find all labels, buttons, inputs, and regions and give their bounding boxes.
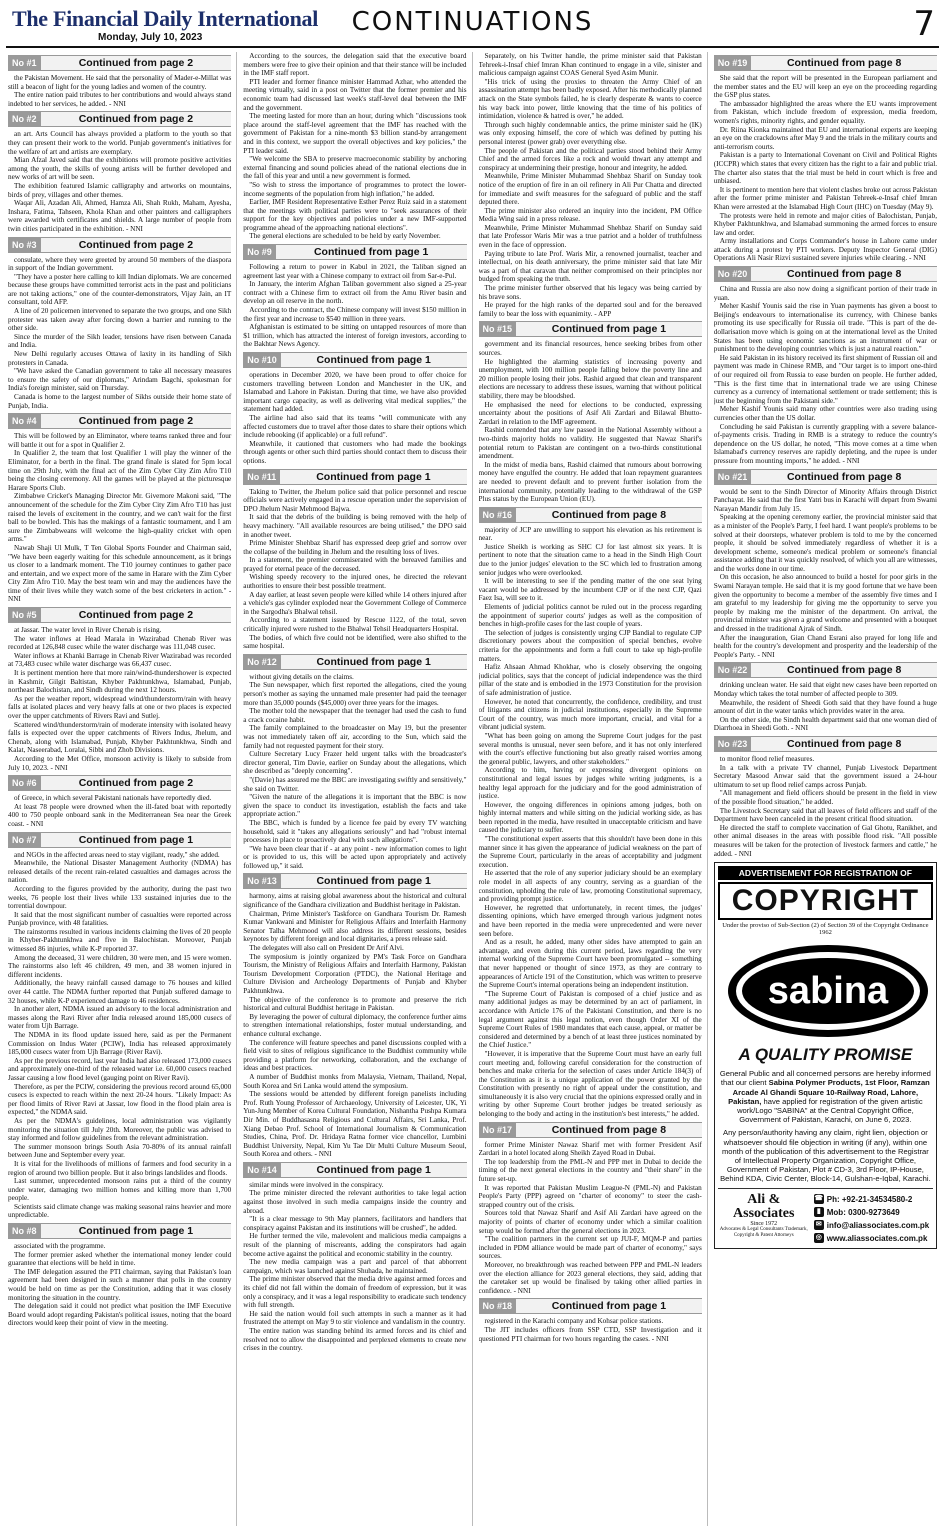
- article-paragraph: Canada is home to the largest number of Sikhs outside their home state of Punjab, India.: [8, 393, 232, 410]
- section-title: Continued from page 8: [786, 470, 902, 483]
- section-title: Continued from page 8: [551, 508, 667, 521]
- article-paragraph: In January, the interim Afghan Taliban government also signed a 25-year contract with a Chinese firm to extract oil from the Amu River basin and develop an oil reserve in the north.: [243, 280, 467, 306]
- mobile-icon: ▮: [814, 1207, 824, 1217]
- section-header: [243, 654, 466, 670]
- article-paragraph: Sources told that Nawaz Sharif and Asif Ali Zardari have agreed on the majority of points of charter of economy under which a similar coalition setup would be formed after the general elections in 2023.: [478, 1209, 702, 1235]
- section-header: [714, 469, 937, 485]
- ad-heading: COPYRIGHT: [718, 882, 933, 920]
- paper-name: The Financial Daily International: [12, 6, 319, 31]
- article-paragraph: The sessions would be attended by different foreign panelists including Prof. Ruth Young Professor of Archaeology, University of Leicester, UK, Yi Yun-Jung Member of Korea Cultural Foundation, Nishantha Pushpa Kumara Dir Min. of Buddhasasna Religious and Cultural Affairs, Sri Lanka, Prof. Xiang Debao Prof. School of International Journalism & Communication Studies, China, Prof. Dr. Hridaya Ratna former vice chancellor, Lumbini Buddhist University, Nepal, Kim Yu Tae Dir Multi Culture Museum Seoul, South Korea and others. - NNI: [243, 1090, 467, 1159]
- article-paragraph: The conference will feature speeches and panel discussions coupled with a field visit to sites of religious significance to the Buddhist community while providing a platform for networking, collaboration, and the exchange of ideas and best practices.: [243, 1038, 467, 1073]
- copyright-advertisement: [714, 862, 937, 1248]
- section-number: No #9: [243, 245, 276, 259]
- section-number: No #22: [714, 663, 752, 677]
- article-paragraph: According to him, having or expressing divergent opinions on constitutional and legal issues by judges while writing judgments, is a healthy legal approach for the judiciary and for the good administration of justice.: [478, 766, 702, 801]
- section-title: Continued from page 1: [316, 1163, 431, 1176]
- firm-since: Since 1972: [750, 1220, 778, 1227]
- section-header: [243, 352, 466, 368]
- article-paragraph: Mian Afzal Javed said that the exhibitions will promote positive activities among the youth, the skills of young artists will be further developed and new works of art will be seen.: [8, 156, 232, 182]
- article-paragraph: consulate, where they were greeted by around 50 members of the diaspora in support of the Indian government.: [8, 255, 232, 273]
- section-title: Continued from page 2: [78, 415, 194, 428]
- ad-top-line: ADVERTISEMENT FOR REGISTRATION OF: [718, 866, 933, 880]
- article-paragraph: Justice Sheikh is working as SHC CJ for last almost six years. It is pertinent to note that the situation came to a head in the Sindh High Court due to the junior judges' elevation to the SC which led to frustration among senior judges who were overlooked.: [478, 542, 702, 577]
- article-paragraph: Meanwhile, Prime Minister Muhammad Shehbaz Sharif on Sunday said that late Professor Waris Mir was a true patriot and a holder of truthfulness even in the face of oppression.: [478, 223, 702, 250]
- article-paragraph: "The Supreme Court of Pakistan is composed of a chief justice and as many additional judges as may be determined by an act of parliament, in accordance with Article 176 of the Pakistani Constitution, and there is no legal argument against this legal notion, even though Order XI of the Supreme Court Rules of 1980 mandates that each cause, appeal, or matter be considered and determined by a bench of at least three justices nominated by the Chief Justice.": [478, 989, 702, 1050]
- article-paragraph: As per the NDMA's guidelines, local administration was vigilantly monitoring the situation till July 20th. Moreover, the public was advised to stay informed and follow guidelines from the relevant administration.: [8, 1116, 232, 1143]
- section-number: No #4: [8, 414, 41, 428]
- article-paragraph: "So wish to stress the importance of programmes to protect the lower-income segments of the population from high inflation," he added.: [243, 180, 467, 198]
- article-paragraph: The mother told the newspaper that the teenager had used the cash to fund a crack cocaine habit.: [243, 707, 467, 724]
- article-paragraph: The new media campaign was a part and parcel of that abhorrent campaign, which was launched against Shuhada, he maintained.: [243, 1258, 467, 1275]
- article-paragraph: "It is a clear message to 9th May planners, facilitators and handlers that conspiracy against Pakistan and its institutions will be crushed", he added.: [243, 1215, 467, 1232]
- section-number: No #11: [243, 470, 280, 484]
- article-section: [8, 111, 231, 233]
- section-header: [243, 873, 466, 889]
- section-number: No #2: [8, 112, 41, 126]
- article-paragraph: registered in the Karachi company and Kohsar police stations.: [484, 1317, 664, 1326]
- column-2: [243, 52, 472, 1526]
- article-paragraph: However, he regretted that unfortunately, in recent times, the judges' dissenting opinions, which have emerged through various judgment notes and have been reported in the media were unprecedented and were never seen before.: [478, 903, 702, 938]
- article-paragraph: The JIT includes officers from SSP CTD, SSP Investigation and it questioned PTI chairman for two hours regarding the cases. - NNI: [478, 1325, 702, 1343]
- article-paragraph: government and its financial resources, hence seeking bribes from other sources.: [478, 340, 702, 357]
- section-header: [714, 736, 937, 752]
- section-title: Continued from page 8: [786, 737, 902, 750]
- article-paragraph: "All management and field officers should be present in the field in view of the possible flood situation," he added.: [713, 789, 937, 806]
- section-title: Continued from page 1: [316, 354, 431, 366]
- section-title: CONTINUATIONS: [351, 7, 594, 37]
- firm-contacts: [814, 1193, 933, 1245]
- section-header: [8, 775, 231, 791]
- article-paragraph: Army installations and Corps Commander's house in Lahore came under attack during a protest by PTI workers. Deputy Inspector General (DIG) Operations Ali Nasir Rizvi sustained severe injuries while clearing. - NNI: [713, 237, 937, 263]
- article-paragraph: In a statement, the premier commiserated with the bereaved families and prayed for eternal peace of the deceased.: [243, 556, 467, 573]
- article-paragraph: Following a return to power in Kabul in 2021, the Taliban signed an agreement last year with a Chinese company to extract oil from Sar-e-Pul.: [243, 263, 467, 280]
- article-paragraph: The water inflows at Head Marala in Wazirabad Chenab River was recorded at 126,848 cusec while the water discharge was 111,048 cusec.: [8, 634, 232, 652]
- contact-phone: ☎ Ph: +92-21-34534580-2: [814, 1194, 913, 1204]
- column-3: [479, 52, 708, 1526]
- article-paragraph: Chairman, Prime Minister's Taskforce on Gandhara Tourism Dr. Ramesh Kumar Vankwani and Minister for Religious Affairs and Interfaith Harmony Senator Talha Mehmood will also address its different sessions, besides keynotes by different foreign and local dignitaries, a press release said.: [243, 909, 467, 944]
- article-paragraph: The rainstorms resulted in various incidents claiming the lives of 20 people in Khyber-Pakhtunkhwa and five in Balochistan. Moreover, Punjab witnessed 86 injuries, while K-P reported 37.: [8, 927, 232, 954]
- article-paragraph: A number of Buddhist monks from Malaysia, Vietnam, Thailand, Nepal, South Korea and Sri Lanka would attend the symposium.: [243, 1072, 467, 1090]
- article-paragraph: "Given the nature of the allegations it is important that the BBC is now given the space to conduct its investigation, establish the facts and take appropriate action.": [243, 793, 467, 819]
- article-paragraph: However, he noted that concurrently, the confidence, credibility, and trust of litigants and citizens in judicial institutions, especially in the Supreme Court of the country, was much more important, crucial, and vital for a vibrant judicial system.: [478, 697, 702, 732]
- section-header: [479, 1298, 702, 1314]
- article-paragraph: The objective of the conference is to promote and preserve the rich historical and cultural Buddhist heritage in Pakistan.: [243, 995, 467, 1013]
- article-paragraph: majority of JCP are unwilling to support his elevation as his retirement is near.: [478, 525, 702, 543]
- ad-notice-1: General Public and all concerned persons are hereby informed that our client Sabina Polymer Products, 1st Floor, Ramzan Arcade Al Ghandi Square 10-Railway Road, Lahore, Pakistan, have applied for registration of the given artistic work/Logo "SABINA" at the Central Copyright Office, Government of Pakistan, Karachi, on June 6, 2023.: [719, 1069, 931, 1125]
- section-header: [8, 413, 231, 429]
- contact-email[interactable]: ✉ info@aliassociates.com.pk: [814, 1219, 933, 1232]
- article-paragraph: In another alert, NDMA issued an advisory to the local administration and masses along the Ravi River after India released around 185,000 cusecs of water from Ujh Barrage.: [8, 1005, 232, 1031]
- article-section: [8, 1223, 231, 1328]
- section-header: [479, 1122, 702, 1138]
- article-paragraph: In Qualifier 2, the team that lost Qualifier 1 will play the winner of the Eliminator, for a berth in the final. The grand finale is slated for 5pm local time on 29th July, with the final act of the Zim Cyber City Zim Afro T10 being the closing ceremony. All the games will be played at the picturesque Harare Sports Club.: [8, 449, 232, 492]
- article-paragraph: Afghanistan is estimated to be sitting on untapped resources of more than $1 trillion, which has attracted the interest of foreign investors, according to the Bakhtar News Agency.: [243, 323, 467, 349]
- article-paragraph: As per the previous record, last year India had also released 173,000 cusecs and approximately one-third of the released water i.e. 60,000 cusecs reached Jassar causing a low flood level (gauging point on River Ravi).: [8, 1056, 232, 1082]
- article-paragraph: the Pakistan Movement. He said that the personality of Mader-e-Millat was still a beacon of light for the young ladies and women of the country.: [8, 74, 232, 91]
- article-paragraph: of Greece, in which several Pakistani nationals have reportedly died.: [14, 794, 212, 803]
- article-paragraph: The prime minister observed that the media drive against armed forces and its chief did not fall within the domain of freedom of expression, but it was only a conspiracy, and it was a legal responsibility to eradicate such tendency with full strength.: [243, 1275, 467, 1310]
- article-paragraph: In a talk with a private TV channel, Punjab Livestock Department Secretary Masood Anwar said that the government issued a 24-hour ultimatum to set up flood relief camps across Punjab.: [713, 763, 937, 789]
- article-paragraph: "The coalition partners in the current set up JUI-F, MQM-P and parties included in PDM alliance would be made part of charter of economy," says sources.: [478, 1235, 702, 1261]
- masthead: [6, 4, 939, 48]
- article-paragraph: The ambassador highlighted the areas where the EU wants improvement from Pakistan, which include freedom of expression, media freedom, women's rights, minority rights, and gender equality.: [713, 99, 937, 125]
- article-paragraph: The bodies, of which five could not be identified, were also shifted to the same hospital.: [243, 633, 467, 651]
- article-paragraph: It is pertinent to mention here that violent clashes broke out across Pakistan after the former prime minister and Pakistan Tehreek-e-Insaf chief Imran Khan were arrested at the Islamabad High Court (IHC) on Tuesday (May 9).: [713, 185, 937, 211]
- article-paragraph: Pakistan is a party to International Covenant on Civil and Political Rights (ICCPR) which states that every citizen has the right to a fair and public trial. The charter also states that the trial must be held in court which is free and unbiased.: [713, 151, 937, 186]
- contact-website[interactable]: ◎ www.aliassociates.com.pk: [815, 1233, 928, 1243]
- section-title: Continued from page 2: [78, 238, 194, 251]
- section-title: Continued from page 1: [551, 323, 667, 336]
- section-title: Continued from page 8: [786, 664, 902, 677]
- article-section: [8, 832, 231, 1221]
- article-section: [243, 1162, 466, 1353]
- article-paragraph: PTI leader and former finance minister Hammad Azhar, who attended the meeting virtually, said in a post on Twitter that the former premier and his economic team had discussed last week's staff-level deal between the IMF and the government.: [243, 77, 467, 112]
- article-paragraph: Wishing speedy recovery to the injured ones, he directed the relevant authorities to ensure their best possible treatment.: [243, 573, 467, 591]
- section-number: No #12: [243, 655, 281, 669]
- section-number: No #7: [8, 833, 41, 847]
- article-paragraph: The family complained to the broadcaster on May 19, but the presenter was not immediately taken off air, according to the Sun, which said the family had not requested payment for their story.: [243, 724, 467, 750]
- article-paragraph: Since the murder of the Sikh leader, tensions have risen between Canada and India.: [8, 332, 232, 350]
- phone-icon: ☎: [814, 1195, 824, 1203]
- section-header: [714, 266, 937, 282]
- article-paragraph: to monitor flood relief measures.: [719, 754, 815, 763]
- article-paragraph: The entire nation paid tributes to her contributions and would always stand indebted to her services, he added. - NNI: [8, 91, 232, 108]
- article-paragraph: He asserted that the role of any superior judiciary should be an exemplary role model in all aspects of any country, serving as a guardian of the constitution, upholding the rule of law, promoting Constitutional supremacy, and providing prompt justice.: [478, 869, 702, 904]
- article-paragraph: Meanwhile, it cautioned that customers who had made the bookings through agents or other such third parties should contact them to discuss their options.: [243, 439, 467, 465]
- article-paragraph: "We welcome the SBA to preserve macroeconomic stability by anchoring external financing and sound policies ahead of the national elections due in the fall of this year and until a new government is formed.: [243, 155, 467, 181]
- section-header: [479, 321, 702, 337]
- article-paragraph: He said the nation would foil such attempts in such a manner as it had frustrated the attempt on May 9 to stir violence and vandalism in the country.: [243, 1309, 467, 1327]
- article-paragraph: The delegates will also call on President Dr Arif Alvi.: [249, 944, 404, 953]
- section-header: [8, 237, 231, 253]
- article-paragraph: According to the Met Office, monsoon activity is likely to subside from July 10, 2023. - NNI: [8, 754, 232, 772]
- article-paragraph: Meanwhile, the National Disaster Management Authority (NDMA) has released details of the recent rain-related casualties and damages across the nation.: [8, 859, 232, 885]
- section-header: [714, 55, 937, 71]
- section-header: [243, 469, 466, 485]
- section-header: [8, 1223, 231, 1239]
- article-paragraph: A day earlier, at least seven people were killed while 14 others injured after a vehicle's gas cylinder exploded near the Government College of Commerce in the Sargodha's Bhalwal tehsil.: [243, 590, 467, 616]
- article-paragraph: The protests were held in remote and major cities of Balochistan, Punjab, Khyber Pakhtunkhwa, and Islamabad summoning the armed forces to ensure law and order.: [713, 211, 937, 237]
- section-number: No #14: [243, 1163, 281, 1177]
- article-paragraph: Prime Minister Shehbaz Sharif has expressed deep grief and sorrow over the collapse of the building in Jhelum and the resulting loss of lives.: [243, 539, 467, 556]
- ad-promise: A QUALITY PROMISE: [738, 1045, 913, 1065]
- article-paragraph: It said that the most significant number of casualties were reported across Punjab province, with 48 fatalities.: [8, 910, 232, 928]
- section-header: [8, 832, 231, 848]
- article-paragraph: Among the deceased, 31 were children, 30 were men, and 15 were women. The rainstorms also left 46 children, 49 men, and 38 women injured in different incidents.: [8, 953, 232, 979]
- article-paragraph: The airline had also said that its teams "will communicate with any affected customers due to travel after those dates to share their options which include rebooking (if applicable) or a full refund".: [243, 413, 467, 440]
- section-number: No #5: [8, 608, 41, 622]
- article-paragraph: "We have been clear that if - at any point - new information comes to light or is provided to us, this will be acted upon appropriately and actively followed up," it said.: [243, 844, 467, 870]
- section-number: No #1: [8, 56, 41, 70]
- article-paragraph: associated with the programme.: [14, 1242, 106, 1251]
- article-paragraph: Scattered wind/thunderstorm/rain of moderate intensity with isolated heavy falls is expected over the upper catchments of Rivers Indus, Jhelum, and Chenab, along with Islamabad, Punjab, Khyber Pakhtunkhwa, Sindh and Kalat, Naseerabad, Loralai, Sibbi and Zhob Divisions.: [8, 720, 232, 755]
- article-paragraph: Hafiz Ahsaan Ahmad Khokhar, who is closely observing the ongoing judicial politics, says that the concept of judicial independence was the third pillar of the state and is embodied in the 1973 Constitution for the provision of safe administration of justice.: [478, 663, 702, 697]
- section-title: Continued from page 8: [786, 268, 902, 281]
- article-paragraph: China and Russia are also now doing a significant portion of their trade in yuan.: [713, 285, 937, 302]
- article-paragraph: Scientists said climate change was making seasonal rains heavier and more unpredictable.: [8, 1202, 232, 1220]
- article-paragraph: Elements of judicial politics cannot be ruled out in the process regarding the appointment of superior courts' judges as well as the composition of benches in high-profile cases for the last couple of years.: [478, 603, 702, 629]
- article-section: [479, 52, 702, 318]
- section-title: Continued from page 2: [78, 57, 194, 69]
- article-paragraph: It will be interesting to see if the pending matter of the one seat lying vacant would be addressed by the incumbent CJP or if the next CJP, Qazi Faez Isa, will see to it.: [478, 577, 702, 603]
- article-paragraph: At least 78 people were drowned when the ill-fated boat with reportedly 400 to 750 people onboard sank in the Mediterranean Sea near the Greek coast. - NNI: [8, 802, 232, 828]
- article-paragraph: former Prime Minister Nawaz Sharif met with former President Asif Zardari in a hotel located along Sheikh Zayed Road in Dubai.: [478, 1140, 702, 1158]
- article-paragraph: He prayed for the high ranks of the departed soul and for the bereaved family to bear the loss with equanimity. - APP: [478, 301, 702, 318]
- article-paragraph: would be sent to the Sindh Director of Minority Affairs through District Panchayat. He said that the first Yatri bus in Karachi will depart from Swami Narayan Mandir from July 15.: [713, 487, 937, 513]
- section-header: [479, 507, 702, 523]
- article-paragraph: Meanwhile, the resident of Sheedi Goth said that they have found a huge amount of dirt in the water tanks which provides water in the area.: [713, 698, 937, 716]
- article-paragraph: In the midst of media bans, Rashid claimed that rumours about borrowing money have engulfed the country. He added that loan repayment guarantees are needed to prevent default and to prevent further isolation from the international community, potentially leading to the withdrawal of the GSP Plus status by the European Union (EU).: [478, 460, 702, 504]
- ad-under-line: Under the proviso of Sub-Section (2) of Section 39 of the Copyright Ordinance 1962: [722, 922, 929, 937]
- article-paragraph: Moreover, no breakthrough was reached between PPP and PML-N leaders over the election alliance for 2023 general elections, they said, adding that the caretaker set up would be finalised by taking other allied parties in confidence. - NNI: [478, 1260, 702, 1295]
- article-paragraph: On this occasion, he also announced to build a hostel for poor girls in the Swami Narayan temple. He said that it is my good fortune that we have been given the opportunity to become a member of the assembly five times and I am grateful to my leadership for giving me the opportunity to serve you people by making me the minister of the department. On arrival, the provincial minister was given a grand welcome and presented with a bouquet and dressed in the traditional Ajrak of Sindh.: [713, 573, 937, 634]
- article-paragraph: The delegation said it could not predict what position the IMF Executive Board would adopt regarding Pakistan's political issues, noting that the board directors would keep their point of view in the meeting.: [8, 1302, 232, 1328]
- article-paragraph: The exhibition featured Islamic calligraphy and artworks on mountains, birds of prey, villages and other themes.: [8, 181, 232, 199]
- article-paragraph: On the other side, the Sindh health department said that one woman died of Diarrhoea in Sheedi Goth. - NNI: [713, 715, 937, 733]
- section-header: [8, 111, 231, 127]
- issue-date: Monday, July 10, 2023: [98, 32, 203, 43]
- article-columns: [8, 52, 937, 1526]
- article-paragraph: The NDMA in its flood update issued here, said as per the Permanent Commission on Indus Water (PCIW), India has released approximately 185,000 cusecs water from Ujh Barrage (River Ravi).: [8, 1031, 232, 1057]
- article-paragraph: Separately, on his Twitter handle, the prime minister said that Pakistan Tehreek-i-Insaf chief Imran Khan continued to engage in a vile, sinister and malicious campaign against COAS General Syed Asim Munir.: [478, 52, 702, 78]
- firm-name: Ali & Associates: [733, 1191, 795, 1221]
- article-section: [714, 469, 937, 660]
- column-4-articles: [714, 55, 937, 858]
- section-title: Continued from page 2: [78, 777, 194, 790]
- article-paragraph: Additionally, the heavy rainfall caused damage to 76 houses and killed over 44 cattle. The NDMA further reported that Punjab suffered damage to 32 houses, while K-P experienced damage to 46 residences.: [8, 979, 232, 1005]
- article-paragraph: It is vital for the livelihoods of millions of farmers and food security in a region of around two billion people. But it also brings landslides and floods.: [8, 1159, 232, 1177]
- section-number: No #3: [8, 238, 41, 252]
- article-paragraph: He emphasised the need for elections to be conducted, expressing uncertainty about the positions of Asif Ali Zardari and Bilawal Bhutto-Zardari in relation to the IMF agreement.: [478, 400, 702, 426]
- article-paragraph: harmony, aims at raising global awareness about the historical and cultural significance of the Gandhara civilization and Buddhist heritage in Pakistan.: [243, 892, 467, 910]
- article-paragraph: The general elections are scheduled to be held by early November.: [249, 232, 441, 241]
- article-paragraph: drinking unclean water. He said that eight new cases have been reported on Monday which takes the total number of affected people to 309.: [713, 681, 937, 698]
- article-paragraph: By leveraging the power of cultural diplomacy, the conference further aims to strengthen international relationships, foster mutual understanding, and enhance cultural exchange.: [243, 1012, 467, 1038]
- article-section: [8, 775, 231, 828]
- ad-notice-2: Any person/authority having any claim, right lien, objection or whatsoever should file objection in writing (if any), within one month of the publication of this advertisement to the Registrar of Intellectual Property Organization, Copyright Office, Government of Pakistan, Plot # CD-3, 3rd Floor, IP-House, Behind KDA, Civic Center, Block-14, Gulshan-e-Iqbal, Karachi.: [720, 1128, 931, 1184]
- article-paragraph: The former premier asked whether the international money lender could guarantee that elections will be held in time.: [8, 1250, 232, 1268]
- article-paragraph: The IMF delegation assured the PTI chairman, saying that Pakistan's loan agreement had been designed in such a manner that polls in the country would be held on time as per the Constitution, adding that it was closely monitoring the situation in the country.: [8, 1267, 232, 1302]
- article-paragraph: It is pertinent mention here that more rain/wind-thundershower is expected in Kashmir, Gilgit Baltistan, Khyber Pakhtunkhwa, Islamabad, Punjab, northeast Balochistan, and Sindh during the next 12 hours.: [8, 669, 232, 695]
- article-paragraph: Waqar Ali, Azadan Ali, Ahmed, Hamza Ali, Shah Rukh, Maham, Ayesha, Inshara, Fatima, Tahseen, Khola Khan and other painters and calligraphers were awarded with certificates and shields. A large number of people from twin cities participated in the exhibition. - NNI: [8, 199, 232, 233]
- article-paragraph: Speaking at the opening ceremony earlier, the provincial minister said that as a minister of the People's Party, I feel hard. I want people's problems to be solved at their doorsteps, whatever problem is told to me by the concerned people, it should be solved immediately regardless of whether it is a development scheme, someone's medical problem or someone's financial assistance adding that it was quickly resolved, of which you all are witnesses, and the works done in our time.: [713, 513, 937, 573]
- section-number: No #18: [479, 1299, 517, 1313]
- article-section: [479, 507, 702, 1119]
- section-header: [8, 55, 231, 71]
- article-paragraph: It was reported that Pakistan Muslim League-N (PML-N) and Pakistan People's Party (PPP) agreed on "charter of economy" to steer the cash-strapped country out of the crisis.: [478, 1183, 702, 1209]
- article-section: [8, 607, 231, 772]
- article-paragraph: However, the ongoing differences in opinions among judges, both on highly internal matters and while sitting on the judicial working side, as has been reported in the media, have resulted in unacceptable criticism and have caused the judiciary to suffer.: [478, 800, 702, 835]
- article-section: [479, 1298, 702, 1343]
- article-paragraph: Paying tribute to late Prof. Waris Mir, a renowned journalist, teacher and intellectual, on his death anniversary, the prime minister said that late Mir was a part of that caravan that neither compromised on their principles nor budged from speaking the truth.: [478, 249, 702, 284]
- article-section: [243, 873, 466, 1158]
- article-paragraph: The summer monsoon brings South Asia 70-80% of its annual rainfall between June and September every year.: [8, 1142, 232, 1160]
- article-paragraph: Earlier, IMF Resident Representative Esther Perez Ruiz said in a statement that the meetings with political parties were to "seek assurances of their support for the key objectives and policies under a new IMF-supported programme ahead of the approaching national elections".: [243, 198, 467, 232]
- article-paragraph: The people of Pakistan and the political parties stood behind their Army Chief and the armed forces like a rock and would thwart any attempt and conspiracy at undermining their prestige, honour and integrity, he added.: [478, 146, 702, 172]
- section-title: Continued from page 1: [316, 470, 431, 483]
- article-paragraph: He directed the staff to complete vaccination of Gal Ghotu, Ranikhet, and other animal diseases in the areas with possible flood risk. "All possible measures will be taken for the protection of livestock farmers and cattle," he added. - NNI: [713, 823, 937, 858]
- article-paragraph: This will be followed by an Eliminator, where teams ranked three and four will battle it out for a spot in Qualifier 2.: [8, 432, 232, 449]
- article-paragraph: "The constitutional expert asserts that this shouldn't have been done in this manner since it has given the appearance of judicial weakness on the part of the Supreme Court, particularly in the areas of acceptability and judgment execution.: [478, 835, 702, 869]
- section-number: No #19: [714, 56, 752, 70]
- section-title: Continued from page 2: [78, 609, 194, 622]
- section-title: Continued from page 1: [313, 246, 429, 259]
- article-paragraph: New Delhi regularly accuses Ottawa of laxity in its handling of Sikh protesters in Canada.: [8, 350, 232, 367]
- article-paragraph: The symposium is jointly organized by PM's Task Force on Gandhara Tourism, the Ministry of Religious Affairs and Interfaith Harmony, Pakistan Tourism Development Corporation (PTDC), the National Heritage and Culture Division and Archeology Departments of Punjab and Khyber Pakhtunkhwa.: [243, 952, 467, 995]
- article-paragraph: Dr. Riina Kionka maintained that EU and international experts are keeping an eye on the crackdowns after May 9 and the trials in the military courts and anti-terrorism courts.: [713, 125, 937, 151]
- section-title: Continued from page 1: [551, 1300, 667, 1313]
- article-section: [243, 52, 466, 241]
- column-1: [8, 52, 237, 1526]
- article-paragraph: "His trick of using the proxies to threaten the Army Chief of an assassination attempt has been badly exposed. After his methodically planned attack on the State symbols failed, he is clearly desperate & wants to coerce his way back into power, little knowing that the time of his politics of intimidation, violence & hatred is over," he added.: [478, 77, 702, 121]
- article-section: [8, 237, 231, 411]
- article-paragraph: without giving details on the claims.: [249, 672, 354, 681]
- globe-icon: ◎: [815, 1234, 822, 1242]
- article-paragraph: According to the contract, the Chinese company will invest $150 million in the first year and increase to $540 million in three years.: [243, 306, 467, 323]
- article-paragraph: Concluding he said Pakistan is currently grappling with a severe balance-of-payments crisis. Trading in RMB is a strategy to reduce the country's dependence on the US dollar, he noted, "This move comes at a time when Islamabad's currency reserves are rapidly depleting, and the rupee is under pressure from mounting imports," he added. - NNI: [713, 422, 937, 465]
- section-number: No #13: [243, 874, 281, 888]
- section-title: Continued from page 8: [551, 1123, 667, 1136]
- firm-subtitle: Advocates & Legal Consultants Trademark, Copyright & Patent Attorneys: [719, 1226, 808, 1238]
- article-paragraph: The prime minister directed the relevant authorities to take legal action against those involved in such media campaigns inside the country and abroad.: [243, 1189, 467, 1215]
- article-paragraph: A line of 20 policemen intervened to separate the two groups, and one Sikh protester was taken away after forcing down a barrier and running to the other side.: [8, 307, 232, 333]
- firm-logo: [718, 1193, 810, 1245]
- article-section: [714, 266, 937, 465]
- article-paragraph: After the inauguration, Gian Chand Esrani also prayed for long life and health for the country's development and prosperity and the leadership of the People's Party. - NNI: [713, 633, 937, 659]
- article-section: [243, 244, 466, 349]
- section-number: No #17: [479, 1123, 517, 1137]
- article-paragraph: Meher Kashif Younis said the rise in Yuan payments has given a boost to Beijing's endeavours to internationalise its currency, with Chinese banks promoting its use specifically for Russia oil trade. "This is part of the de-dollarisation move which is going on at the international level as the United States has been using economic sanctions as an instrument of war or punishment to the developing countries which is just a natural reaction.": [713, 302, 937, 354]
- article-paragraph: "However, it is imperative that the Supreme Court must have an early full court meeting and, following careful consideration for the construction of benches and make criteria for the selection of cases under Article 184(3) of the Constitution as it is a unique application of the power granted by the Constitution with presently no right of appeal under the constitution, and simultaneously it is also very crucial that the opinions expressed orally and in writing by other Supreme Court brother judges be treated seriously as belonging to the body and acting in the institution's best interests," he added.: [478, 1049, 702, 1119]
- article-paragraph: Water inflows at Khanki Barrage in Chenab River Wazirabad was recorded at 73,483 cusec while water discharge was 66,437 cusec.: [8, 651, 232, 669]
- logo-wordmark: sabina: [767, 970, 888, 1013]
- contact-mobile: ▮ Mob: 0300-9273649: [814, 1206, 933, 1219]
- article-paragraph: and NGOs in the affected areas need to stay vigilant, ready," she added.: [14, 850, 220, 859]
- article-paragraph: at Jassar. The water level in River Chenab is rising.: [14, 626, 162, 635]
- article-paragraph: The meeting lasted for more than an hour, during which "discussions took place around the staff-level agreement that the IMF has reached with the government of Pakistan for a nine-month $3 billion stand-by arrangement and in this context, we support the overall objectives and key policies," the PTI leader said.: [243, 112, 467, 155]
- section-header: [714, 662, 937, 678]
- article-paragraph: Taking to Twitter, the Jhelum police said that police personnel and rescue officials were actively engaged in a rescue operation under the supervision of DPO Jhelum Nasir Mehmood Bajwa.: [243, 487, 467, 513]
- section-header: [243, 1162, 466, 1178]
- article-paragraph: According to a statement issued by Rescue 1122, of the total, seven critically injured were rushed to the Bhalwal Tehsil Headquarters Hospital.: [243, 616, 467, 634]
- article-paragraph: Meanwhile, Prime Minister Muhammad Shehbaz Sharif on Sunday took notice of the eruption of fire in an oil refinery in Ali Pur Chatta and directed for immediate and swift measures for the safeguard of public and the staff deputed there.: [478, 172, 702, 207]
- article-section: [243, 352, 466, 466]
- article-paragraph: Therefore, as per the PCIW, considering the previous record around 65,000 cusecs is expected to reach within the next 20-24 hours. "Likely Impact: As per flood limits of River Ravi at Jassar, low flood in the flood plain area is expected," the NDMA said.: [8, 1082, 232, 1117]
- article-paragraph: According to the figures provided by the authority, during the past two weeks, 76 people lost their lives while 133 sustained injuries due to the torrential downpour.: [8, 884, 232, 911]
- article-section: [8, 55, 231, 108]
- section-number: No #20: [714, 267, 752, 281]
- article-paragraph: "We have asked the Canadian government to take all necessary measures to ensure the safety of our diplomats," Arindam Bagchi, spokesman for India's foreign minister, said on Thursday.: [8, 367, 232, 393]
- article-paragraph: The prime minister also ordered an inquiry into the incident, PM Office Media Wing said in a press release.: [478, 206, 702, 224]
- article-paragraph: "(Davie) has assured me the BBC are investigating swiftly and sensitively," she said on Twitter.: [243, 775, 467, 793]
- article-paragraph: He further termed the vile, malevolent and malicious media campaigns a result of the planning of miscreants, adding the conspirators had again become active against the political and economic stability in the country.: [243, 1232, 467, 1258]
- section-number: No #6: [8, 776, 41, 790]
- article-paragraph: "They have a poster here calling to kill Indian diplomats. We are concerned because these groups have committed terrorist acts in the past and politicians are not taking actions," one of the counter-demonstrators, Vijay Jain, an IT consultant, told AFP.: [8, 272, 232, 307]
- article-paragraph: The Sun newspaper, which first reported the allegations, cited the young person's mother as saying the unnamed male presenter had paid the teenager more than 35,000 pounds ($45,000) over three years for the images.: [243, 681, 467, 707]
- sabina-logo: [718, 939, 933, 1043]
- section-number: No #21: [714, 470, 752, 484]
- article-paragraph: The selection of judges is consistently urging CJP Bandial to regulate CJP discretionary powers about the composition of special benches, evolve criteria for the appointments and form a full court to take up high-profile matters.: [478, 628, 702, 663]
- article-section: [479, 321, 702, 503]
- article-section: [714, 662, 937, 733]
- section-title: Continued from page 1: [316, 875, 431, 888]
- article-paragraph: Zimbabwe Cricket's Managing Director Mr. Givemore Makoni said, "The announcement of the schedule for the Zim Cyber City Zim Afro T10 has just raised the levels of excitement in the country, and we can't wait for the first ball to be bowled. This has the makings of a fantastic tournament, and I am sure the Zimbabweans will welcome the high-quality cricket with open arms.": [8, 492, 232, 544]
- article-paragraph: She said that the report will be presented in the European parliament and the member states and the EU will keep an eye on the proceeding regarding the GSP plus states.: [713, 74, 937, 100]
- article-section: [479, 1122, 702, 1296]
- article-paragraph: It said that the debris of the building is being removed with the help of heavy machinery. "All available resources are being utilised," the DPO said in another tweet.: [243, 513, 467, 539]
- article-paragraph: Nawab Shaji Ul Mulk, T Ten Global Sports Founder and Chairman said, "We have been eagerly waiting for this schedule announcement, as it brings us closer to a landmark moment. The T10 journey continues to gather pace and entertain, and we expect more of the same in Harare with the Zim Cyber City Zim Afro T10. May the best team win and may the audiences have the time of their lives while they watch some of the best cricketers in action." - NNI: [8, 543, 232, 604]
- article-paragraph: And as a result, he added, many other sides have attempted to gain an advantage, and even during this current period, laws regarding the very internal working of the Supreme Court have been promulgated -- something that never happened or thought of since 1973, as they are contrary to appearances of Article 191 of the Constitution, which was written to preserve the Supreme Court's internal operations being an independent institution.: [478, 938, 702, 990]
- article-paragraph: Culture Secretary Lucy Frazer held urgent talks with the broadcaster's director general, Tim Davie, earlier on Sunday about the allegations, which she described as "deeply concerning".: [243, 750, 467, 776]
- column-4: [714, 52, 937, 1526]
- section-title: Continued from page 1: [78, 1225, 194, 1238]
- email-icon: ✉: [814, 1220, 824, 1230]
- article-paragraph: The top leadership from the PML-N and PPP met in Dubai to decide the timing of the next general elections in the country and "their share" in the future set-up.: [478, 1157, 702, 1184]
- article-paragraph: As per the weather report, widespread wind/thunderstorm/rain with heavy falls at isolated places and very heavy falls at one or two places is expected over the upper catchments of Rivers Ravi and Sutlej.: [8, 694, 232, 720]
- article-paragraph: operations in December 2020, we have been proud to offer choice for customers travelling between London and Manchester in the UK, and Islamabad and Lahore in Pakistan. During that time, we have also provided important cargo capacity, as well as delivering vital medical supplies," the statement had added.: [243, 371, 467, 414]
- article-section: [243, 654, 466, 871]
- article-paragraph: The prime minister further observed that his legacy was being carried by his brave sons.: [478, 284, 702, 301]
- section-title: Continued from page 8: [786, 57, 902, 69]
- article-section: [8, 413, 231, 604]
- section-header: [243, 244, 466, 260]
- article-paragraph: He highlighted the alarming statistics of increasing poverty and unemployment, with 100 million people falling below the poverty line and 20 million people losing their jobs. Rashid argued that clean and transparent elections are necessary to address these issues, warning that without political stability, there may be bloodshed.: [478, 357, 702, 400]
- article-paragraph: similar minds were involved in the conspiracy.: [249, 1180, 384, 1189]
- article-paragraph: The Livestock Secretary said that all leaves of field officers and staff of the Department have been canceled in the present critical flood situation.: [713, 806, 937, 824]
- article-paragraph: Through such highly condemnable antics, the prime minister said he (IK) was only exposing himself, the core of which was defined by putting his personal interest (power grab) over everything else.: [478, 120, 702, 146]
- section-number: No #16: [479, 508, 517, 522]
- section-number: No #15: [479, 322, 517, 336]
- section-header: [8, 607, 231, 623]
- article-paragraph: "What has been going on among the Supreme Court judges for the past several months is unusual, never seen before, and it has not only interfered with the court's effective functioning but also greatly raised worries among the general public, lawyers, and other stakeholders.": [478, 731, 702, 766]
- section-title: Continued from page 1: [316, 655, 431, 668]
- page-number: 7: [913, 4, 935, 44]
- article-section: [714, 736, 937, 858]
- article-paragraph: an art. Arts Council has always provided a platform to the youth so that they can present their work to the world. Punjab government's initiatives for the welfare of art and artists are exemplary.: [8, 130, 232, 156]
- section-title: Continued from page 1: [78, 833, 194, 846]
- section-number: No #8: [8, 1224, 41, 1238]
- article-section: [714, 55, 937, 263]
- section-number: No #10: [243, 353, 281, 367]
- article-paragraph: He said Pakistan in its history received its first shipment of Russian oil and payment was made in Chinese RMB, and "Our target is to import one-third of our required oil from Russia to ease burden on people. He further added, "This is the first time that in international trade we are using Chinese currency as a currency of international settlement or trade settlement; this is just the beginning from the Pakistani side.": [713, 353, 937, 405]
- section-number: No #23: [714, 737, 752, 751]
- article-paragraph: Last summer, unprecedented monsoon rains put a third of the country under water, damaging two million homes and killing more than 1,700 people.: [8, 1177, 232, 1203]
- article-paragraph: The BBC, which is funded by a licence fee paid by every TV watching household, said it "takes any allegations seriously" and had "robust internal processes in place to proactively deal with such allegations".: [243, 818, 467, 845]
- article-paragraph: Meher Kashif Younis said many other countries were also trading using currencies other than the US dollar.: [713, 405, 937, 422]
- article-paragraph: Rashid contended that any law passed in the National Assembly without a two-thirds majority holds no validity. He suggested that Nawaz Sharif's potential return to Pakistan are contingent on a two-thirds constitutional amendment.: [478, 426, 702, 461]
- section-title: Continued from page 2: [78, 113, 194, 126]
- article-paragraph: The entire nation was standing behind its armed forces and its chief and resolved not to allow the disappointed and perplexed elements to create new crises in the country.: [243, 1326, 467, 1353]
- ad-footer: [718, 1188, 933, 1245]
- article-section: [243, 469, 466, 651]
- article-paragraph: According to the sources, the delegation said that the executive board members were free to give their opinion and that their stance will be included in the IMF staff report.: [243, 52, 467, 78]
